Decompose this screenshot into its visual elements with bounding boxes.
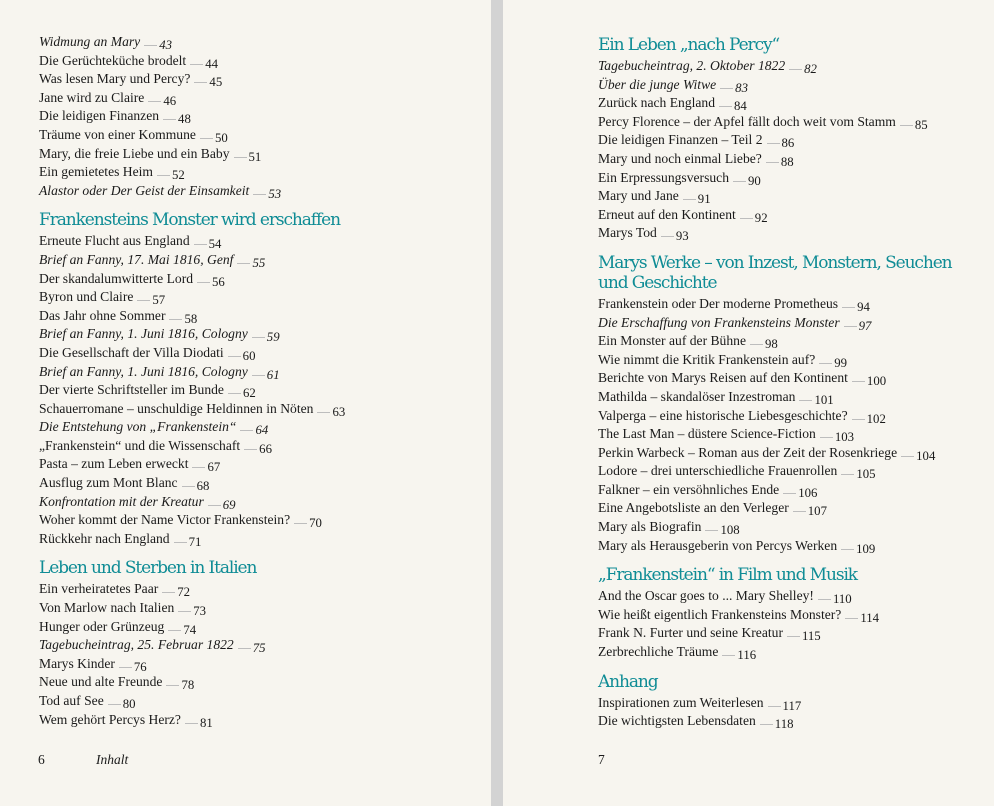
toc-entry[interactable] [39, 580, 479, 599]
leader-line [234, 150, 247, 158]
leader-line [661, 229, 674, 237]
toc-entry-title: Von Marlow nach Italien [39, 600, 175, 616]
leader-line [750, 337, 763, 345]
leader-line [192, 460, 205, 468]
leader-line [252, 330, 265, 338]
toc-entry[interactable] [598, 606, 983, 625]
leader-line [168, 623, 181, 631]
toc-entry-title: Valperga – eine historische Liebesgeschichte? [598, 407, 848, 423]
leader-line [852, 412, 865, 420]
toc-entry-title: Der vierte Schriftsteller im Bunde [39, 382, 224, 398]
section-heading: „Frankenstein“ in Film und Musik [598, 565, 858, 586]
toc-entry[interactable] [39, 437, 479, 456]
toc-entry[interactable] [598, 537, 983, 556]
toc-entry[interactable] [39, 182, 479, 201]
toc-entry[interactable] [598, 407, 983, 426]
toc-page-number: 78 [181, 678, 195, 693]
toc-entry-title: Inspirationen zum Weiterlesen [598, 694, 764, 710]
toc-entry[interactable] [598, 388, 983, 407]
toc-page-number: 80 [122, 697, 136, 711]
section-heading: Anhang [598, 671, 658, 692]
toc-entry[interactable] [39, 344, 479, 363]
toc-entry[interactable] [39, 363, 479, 382]
toc-page-number: 109 [856, 541, 876, 556]
toc-entry-title: Das Jahr ohne Sommer [39, 307, 166, 323]
toc-page-number: 88 [780, 154, 794, 169]
toc-entry-title: Mathilda – skandalöser Inzestroman [598, 388, 796, 404]
toc-entry-title: Wem gehört Percys Herz? [39, 711, 181, 727]
toc-page-number: 64 [255, 423, 269, 438]
leader-line [119, 660, 132, 668]
toc-page-number: 85 [914, 117, 928, 132]
toc-entry-title: Jane wird zu Claire [39, 89, 145, 105]
toc-entry[interactable] [598, 499, 983, 518]
toc-page-number: 59 [266, 330, 280, 345]
leader-line [317, 405, 330, 413]
toc-page-number: 62 [242, 386, 256, 401]
toc-entry[interactable] [39, 493, 479, 512]
toc-entry-title: Hunger oder Grünzeug [39, 618, 165, 634]
toc-entry[interactable] [39, 474, 479, 493]
toc-entry-title: Frank N. Furter und seine Kreatur [598, 625, 783, 641]
toc-entry-title: Die wichtigsten Lebensdaten [598, 713, 756, 729]
toc-entry-title: Ein Erpressungsversuch [598, 169, 729, 185]
page-number: 7 [598, 752, 605, 767]
toc-page-number: 72 [177, 585, 191, 600]
leader-line [719, 99, 732, 107]
toc-entry[interactable] [598, 57, 983, 76]
toc-page-number: 56 [212, 274, 225, 289]
leader-line [185, 716, 198, 724]
toc-entry[interactable] [39, 126, 479, 145]
leader-line [793, 504, 806, 512]
toc-entry[interactable] [598, 94, 983, 113]
toc-page-number: 76 [133, 659, 147, 674]
toc-page-number: 81 [199, 715, 213, 730]
toc-entry[interactable] [39, 288, 479, 307]
right-page [503, 0, 994, 806]
leader-line [178, 604, 191, 612]
leader-line [720, 81, 733, 89]
toc-right-column [598, 33, 983, 731]
toc-entry-title: Träume von einer Kommune [39, 126, 196, 142]
toc-page-number: 115 [801, 629, 821, 644]
toc-entry[interactable] [39, 89, 479, 108]
leader-line [228, 349, 241, 357]
leader-line [901, 449, 914, 457]
leader-line [768, 699, 781, 707]
toc-entry-title: Perkin Warbeck – Roman aus der Zeit der Rosenkriege [598, 444, 898, 460]
toc-entry[interactable] [39, 400, 479, 419]
toc-page-number: 94 [857, 299, 870, 314]
leader-line [208, 498, 221, 506]
toc-entry[interactable] [39, 70, 479, 89]
leader-line [819, 356, 832, 364]
toc-entry[interactable] [39, 455, 479, 474]
leader-line [787, 629, 800, 637]
toc-page-number: 91 [697, 192, 711, 207]
toc-entry-title: Die Gesellschaft der Villa Diodati [39, 344, 224, 360]
leader-line [789, 62, 802, 70]
leader-line [194, 237, 207, 245]
toc-entry-title: Die Gerüchteküche brodelt [39, 52, 187, 68]
toc-page-number: 67 [207, 460, 221, 475]
toc-entry-title: Brief an Fanny, 1. Juni 1816, Cologny [39, 363, 248, 379]
leader-line [740, 211, 753, 219]
toc-entry[interactable] [39, 33, 479, 52]
toc-entry-title: Widmung an Mary [39, 34, 141, 49]
leader-line [162, 585, 175, 593]
toc-page-number: 70 [309, 516, 322, 531]
toc-page-number: 53 [268, 186, 282, 201]
toc-page-number: 108 [720, 523, 740, 538]
toc-page-number: 60 [242, 348, 256, 363]
toc-entry-title: Der skandalumwitterte Lord [39, 270, 194, 286]
toc-entry-title: Neue und alte Freunde [39, 674, 163, 690]
toc-page-number: 117 [782, 698, 802, 713]
toc-entry-title: Byron und Claire [39, 289, 134, 305]
leader-line [237, 256, 250, 264]
toc-page-number: 57 [152, 293, 166, 308]
toc-entry-title: Berichte von Marys Reisen auf den Kontinent [598, 370, 848, 386]
toc-page-number: 44 [205, 56, 218, 71]
toc-entry-title: Mary und Jane [598, 188, 679, 204]
toc-page-number: 55 [252, 255, 266, 270]
toc-page-number: 74 [183, 622, 197, 637]
toc-entry[interactable] [598, 150, 983, 169]
leader-line [294, 516, 307, 524]
toc-page-number: 63 [332, 404, 346, 419]
toc-page-number: 116 [737, 648, 757, 663]
leader-line [722, 648, 735, 656]
leader-line [841, 467, 854, 475]
toc-entry[interactable] [39, 52, 479, 71]
toc-left-column [39, 33, 479, 729]
toc-entry-title: Schauerromane – unschuldige Heldinnen in Nöten [39, 400, 314, 416]
leader-line [197, 275, 210, 283]
leader-line [820, 430, 833, 438]
toc-entry[interactable] [598, 314, 983, 333]
toc-page-number: 97 [858, 318, 872, 333]
toc-entry-title: Woher kommt der Name Victor Frankenstein? [39, 512, 291, 528]
toc-entry[interactable] [39, 418, 479, 437]
toc-page-number: 114 [860, 610, 880, 625]
toc-entry-title: Wie nimmt die Kritik Frankenstein auf? [598, 351, 816, 367]
leader-line [733, 174, 746, 182]
toc-page-number: 98 [765, 337, 778, 352]
toc-page-number: 90 [748, 173, 761, 188]
leader-line [900, 118, 913, 126]
toc-entry-title: Erneut auf den Kontinent [598, 206, 736, 222]
toc-page-number: 50 [214, 130, 228, 145]
toc-entry[interactable] [598, 169, 983, 188]
toc-entry-title: Brief an Fanny, 17. Mai 1816, Genf [39, 251, 234, 267]
toc-entry[interactable] [598, 131, 983, 150]
toc-entry[interactable] [598, 624, 983, 643]
toc-entry[interactable] [39, 636, 479, 655]
toc-entry[interactable] [598, 462, 983, 481]
toc-entry[interactable] [598, 712, 983, 731]
toc-entry-title: Mary als Biografin [598, 519, 702, 535]
leader-line [163, 112, 176, 120]
toc-entry-title: Tod auf See [39, 693, 104, 708]
toc-entry-title: Erneute Flucht aus England [39, 233, 190, 249]
toc-page-number: 61 [266, 367, 280, 382]
leader-line [705, 523, 718, 531]
toc-page-number: 73 [193, 604, 207, 619]
leader-line [683, 192, 696, 200]
toc-entry-title: Mary, die freie Liebe und ein Baby [39, 145, 230, 161]
toc-entry-title: Rückkehr nach England [39, 530, 170, 546]
toc-entry-title: Zurück nach England [598, 95, 716, 111]
toc-entry-title: Zerbrechliche Träume [598, 644, 719, 660]
toc-page-number: 82 [804, 62, 817, 76]
section-heading: Marys Werke – von Inzest, Monstern, Seuchen und Geschichte [598, 252, 952, 293]
leader-line [845, 611, 858, 619]
toc-entry-title: Die leidigen Finanzen [39, 108, 160, 124]
toc-entry-title: Lodore – drei unterschiedliche Frauenrollen [598, 463, 838, 479]
toc-entry[interactable] [39, 618, 479, 637]
toc-entry[interactable] [39, 692, 479, 711]
toc-page-number: 103 [834, 430, 855, 445]
leader-line [852, 374, 865, 382]
toc-entry[interactable] [598, 351, 983, 370]
toc-entry-title: Die Erschaffung von Frankensteins Monster [598, 314, 840, 330]
toc-entry[interactable] [39, 270, 479, 289]
toc-page-number: 58 [184, 311, 198, 326]
toc-entry-title: „Frankenstein“ und die Wissenschaft [39, 437, 241, 453]
toc-entry-title: Ausflug zum Mont Blanc [39, 475, 178, 491]
toc-entry[interactable] [598, 587, 983, 606]
toc-page-number: 71 [188, 534, 202, 549]
toc-page-number: 99 [834, 355, 848, 370]
toc-entry[interactable] [39, 599, 479, 618]
leader-line [108, 697, 121, 705]
toc-page-number: 105 [856, 467, 876, 482]
leader-line [228, 386, 241, 394]
toc-entry[interactable] [598, 444, 983, 463]
leader-line [842, 300, 855, 308]
running-footer-label: Inhalt [96, 752, 129, 767]
toc-entry[interactable] [39, 232, 479, 251]
toc-page-number: 69 [222, 497, 236, 512]
toc-page-number: 102 [866, 411, 886, 426]
toc-page-number: 68 [196, 479, 210, 494]
toc-page-number: 48 [178, 112, 191, 127]
leader-line [240, 423, 253, 431]
leader-line [767, 136, 780, 144]
leader-line [844, 319, 857, 327]
toc-entry-title: Frankenstein oder Der moderne Prometheus [598, 295, 839, 311]
toc-page-number: 118 [774, 717, 794, 732]
leader-line [166, 678, 179, 686]
leader-line [174, 535, 187, 543]
toc-entry[interactable] [598, 187, 983, 206]
leader-line [799, 393, 812, 401]
toc-entry-title: Marys Tod [598, 225, 657, 241]
toc-entry[interactable] [39, 145, 479, 164]
toc-page-number: 93 [675, 229, 689, 244]
leader-line [252, 368, 265, 376]
toc-entry[interactable] [598, 224, 983, 243]
toc-entry[interactable] [39, 673, 479, 692]
leader-line [157, 168, 170, 176]
toc-page-number: 52 [172, 168, 185, 183]
toc-page-number: 46 [163, 93, 177, 108]
toc-entry[interactable] [598, 369, 983, 388]
toc-entry[interactable] [39, 325, 479, 344]
toc-page-number: 104 [916, 448, 936, 463]
toc-entry-title: Ein gemietetes Heim [39, 164, 154, 180]
toc-entry[interactable] [39, 251, 479, 270]
toc-entry[interactable] [598, 295, 983, 314]
toc-page-number: 51 [248, 149, 262, 164]
toc-page-number: 43 [159, 38, 172, 52]
leader-line [182, 479, 195, 487]
toc-entry-title: Tagebucheintrag, 25. Februar 1822 [39, 637, 234, 653]
toc-entry[interactable] [598, 481, 983, 500]
page-number: 6 [38, 752, 45, 767]
toc-page-number: 107 [807, 504, 827, 519]
leader-line [818, 592, 831, 600]
toc-entry-title: And the Oscar goes to ... Mary Shelley! [598, 588, 814, 604]
toc-entry-title: Mary und noch einmal Liebe? [598, 150, 762, 166]
toc-entry-title: Ein Monster auf der Bühne [598, 333, 746, 349]
leader-line [760, 717, 773, 725]
toc-entry-title: Was lesen Mary und Percy? [39, 71, 191, 87]
toc-entry-title: Mary als Herausgeberin von Percys Werken [598, 537, 838, 553]
toc-entry[interactable] [39, 655, 479, 674]
toc-entry[interactable] [39, 530, 479, 549]
leader-line [169, 312, 182, 320]
toc-entry[interactable] [39, 381, 479, 400]
leader-line [200, 131, 213, 139]
toc-entry-title: Konfrontation mit der Kreatur [39, 493, 204, 509]
toc-entry-title: Marys Kinder [39, 655, 115, 671]
leader-line [190, 57, 203, 65]
toc-entry-title: Ein verheiratetes Paar [39, 581, 159, 597]
toc-entry-title: Tagebucheintrag, 2. Oktober 1822 [598, 58, 786, 73]
leader-line [238, 641, 251, 649]
toc-page-number: 54 [208, 237, 222, 252]
toc-entry[interactable] [598, 332, 983, 351]
toc-entry[interactable] [598, 113, 983, 132]
toc-page-number: 66 [259, 441, 272, 456]
toc-entry-title: Brief an Fanny, 1. Juni 1816, Cologny [39, 326, 248, 342]
toc-entry-title: Pasta – zum Leben erweckt [39, 456, 189, 472]
left-page [0, 0, 491, 806]
toc-entry[interactable] [39, 107, 479, 126]
leader-line [766, 155, 779, 163]
leader-line [253, 187, 266, 195]
toc-entry-title: Wie heißt eigentlich Frankensteins Monster? [598, 606, 842, 622]
section-heading: Frankensteins Monster wird erschaffen [39, 210, 340, 231]
toc-page-number: 75 [252, 641, 266, 656]
toc-entry-title: Falkner – ein versöhnliches Ende [598, 481, 780, 497]
section-heading: Ein Leben „nach Percy“ [598, 35, 780, 55]
leader-line [244, 442, 257, 450]
toc-entry[interactable] [598, 425, 983, 444]
leader-line [194, 75, 207, 83]
toc-entry-title: Die Entstehung von „Frankenstein“ [39, 419, 237, 435]
toc-page-number: 86 [781, 136, 795, 151]
toc-entry[interactable] [598, 518, 983, 537]
toc-entry[interactable] [39, 511, 479, 530]
toc-page-number: 110 [832, 592, 852, 607]
leader-line [144, 38, 157, 46]
toc-entry-title: Über die junge Witwe [598, 76, 717, 92]
toc-entry-title: Eine Angebotsliste an den Verleger [598, 500, 789, 516]
toc-entry[interactable] [39, 711, 479, 730]
toc-page-number: 83 [735, 80, 748, 95]
toc-entry-title: Alastor oder Der Geist der Einsamkeit [39, 182, 250, 198]
toc-page-number: 100 [866, 374, 887, 389]
leader-line [137, 293, 150, 301]
toc-page-number: 92 [754, 210, 768, 225]
toc-entry-title: Die leidigen Finanzen – Teil 2 [598, 132, 763, 148]
toc-entry[interactable] [598, 643, 983, 662]
toc-page-number: 84 [734, 99, 747, 114]
toc-page-number: 106 [798, 485, 818, 500]
leader-line [783, 486, 796, 494]
toc-entry[interactable] [598, 206, 983, 225]
section-heading: Leben und Sterben in Italien [39, 558, 257, 579]
toc-entry-title: Percy Florence – der Apfel fällt doch weit vom Stamm [598, 113, 896, 129]
toc-page-number: 101 [814, 392, 834, 407]
toc-page-number: 45 [209, 75, 223, 90]
leader-line [841, 542, 854, 550]
toc-entry-title: The Last Man – düstere Science-Fiction [598, 426, 816, 442]
toc-entry[interactable] [39, 307, 479, 326]
leader-line [148, 94, 161, 102]
toc-entry[interactable] [598, 76, 983, 95]
toc-entry[interactable] [598, 694, 983, 713]
toc-entry[interactable] [39, 163, 479, 182]
